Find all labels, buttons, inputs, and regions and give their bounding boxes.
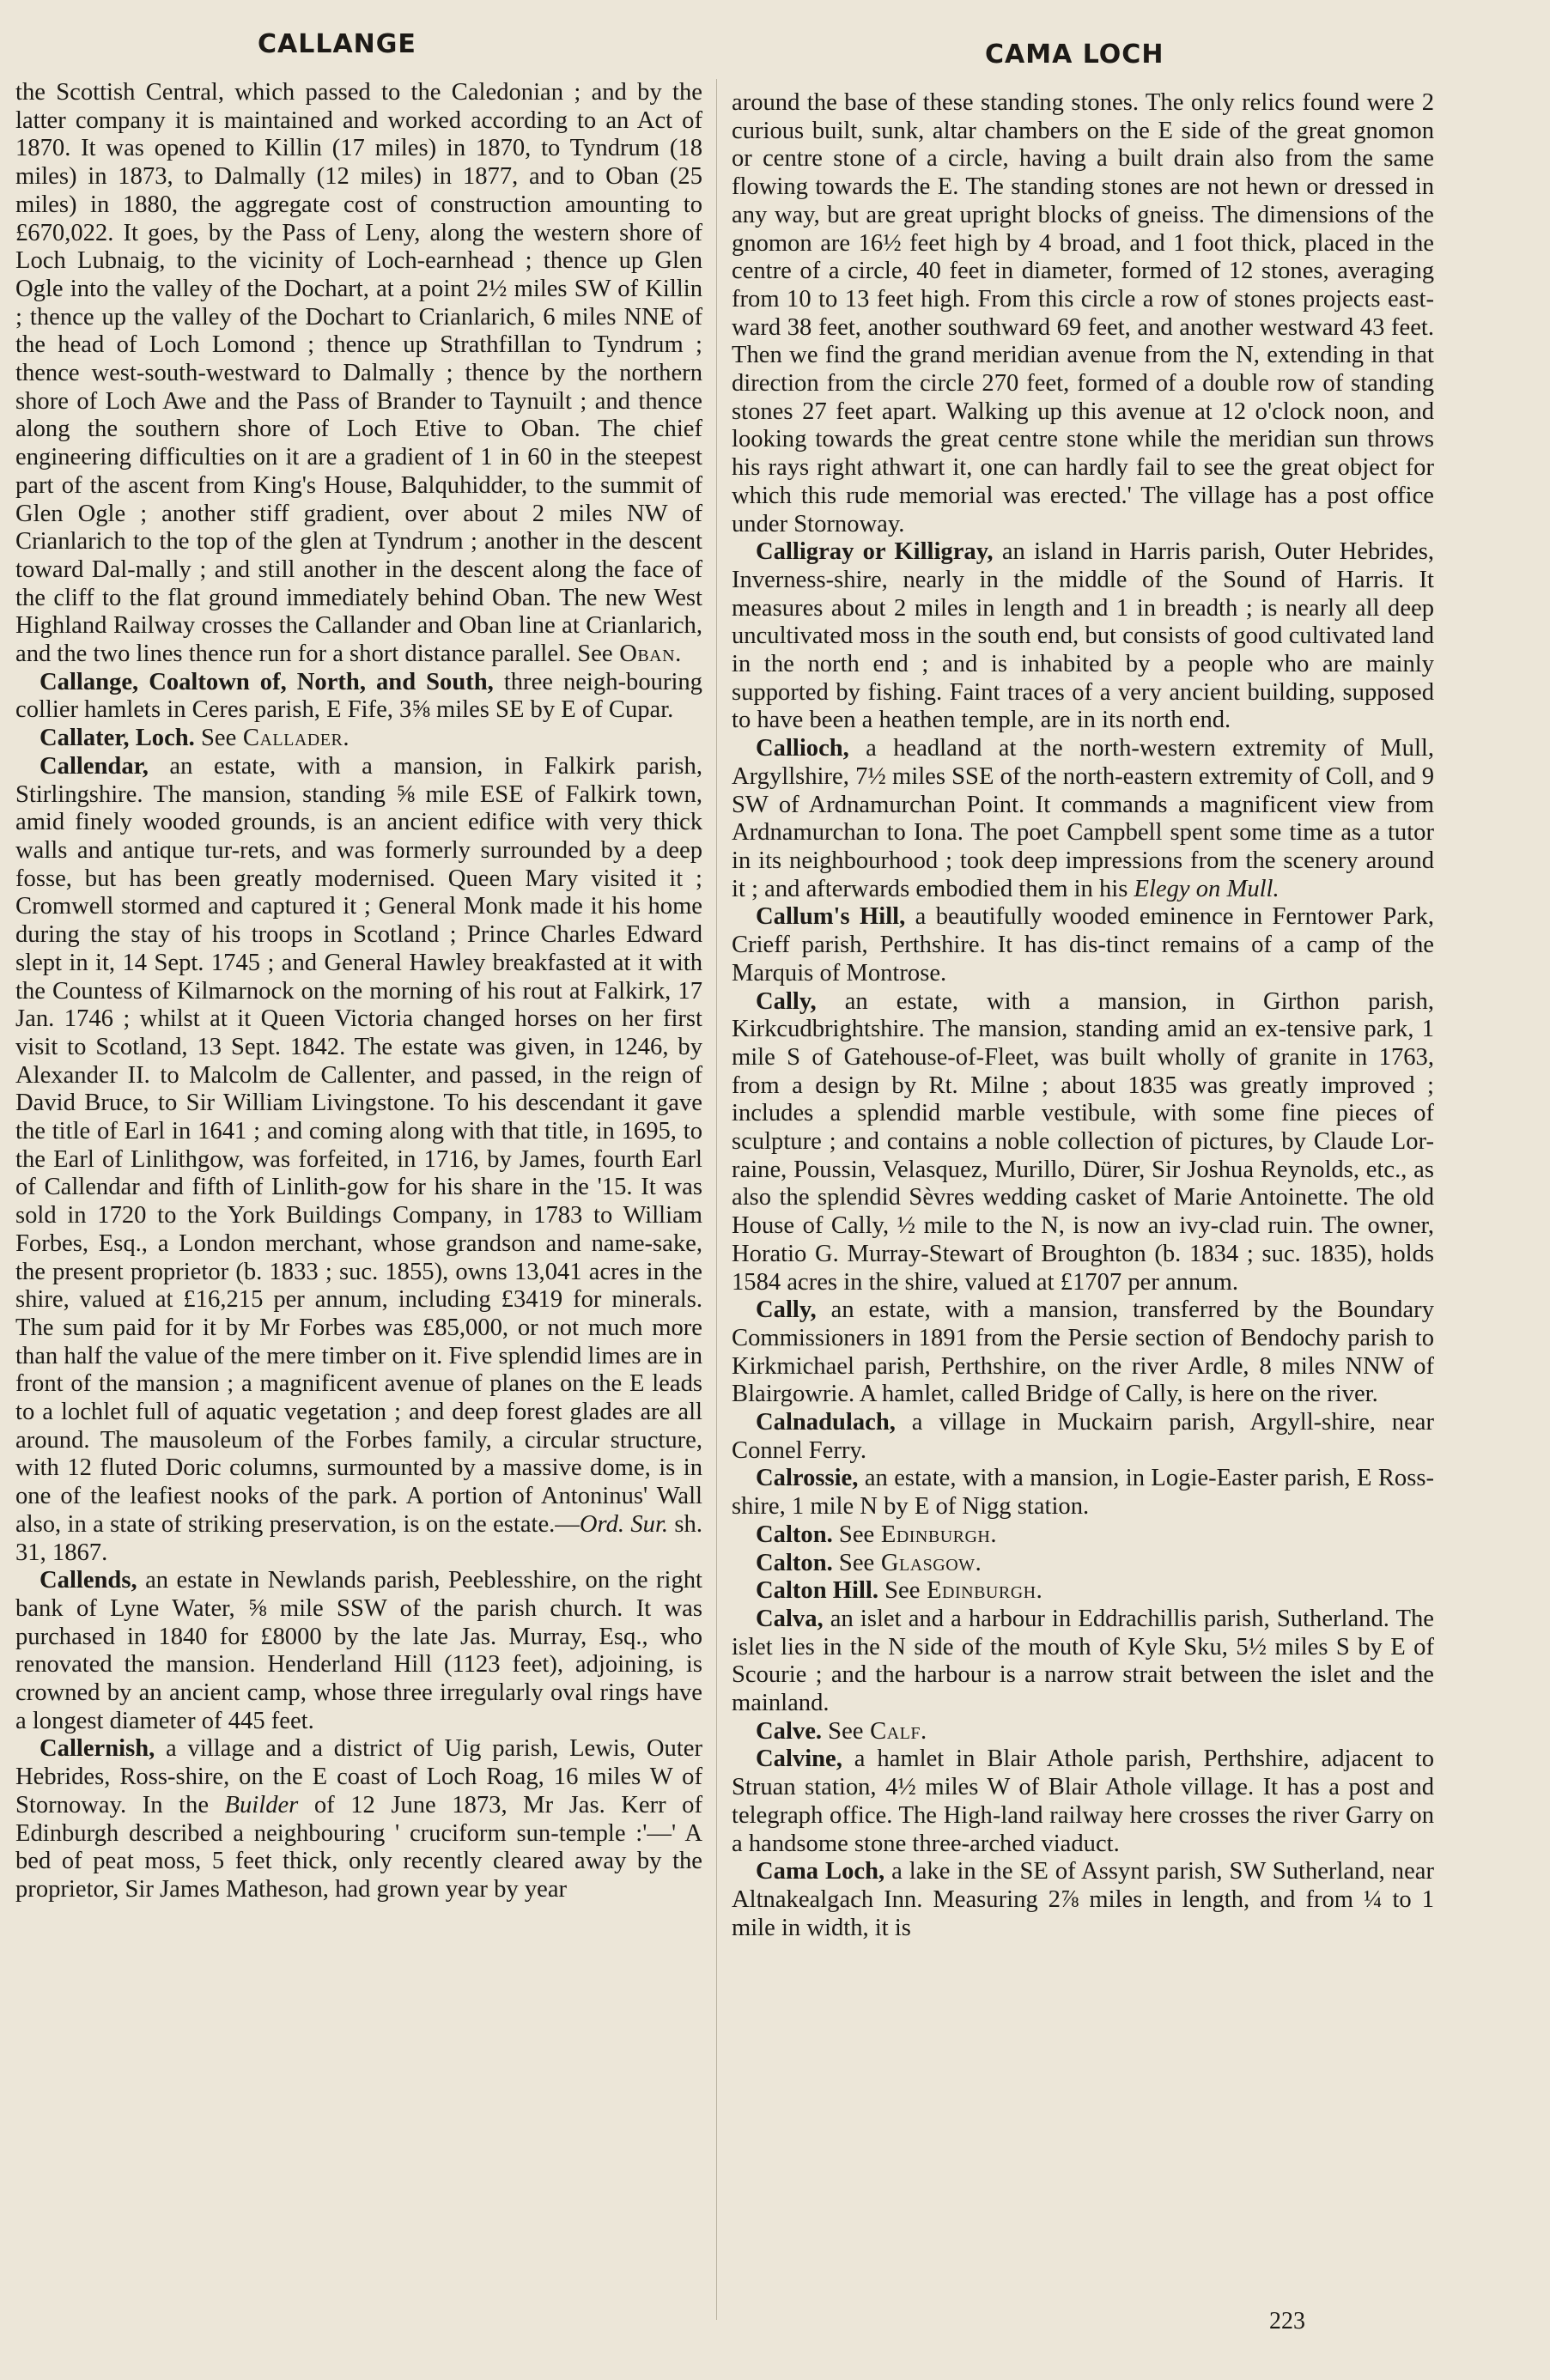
gazetteer-entry — [732, 1521, 1434, 1550]
entry-headword: Cally, — [756, 1296, 817, 1324]
entry-text: three neigh-bouring collier hamlets in Ceres parish, E Fife, 3⅝ miles SE by E of Cupar. — [15, 668, 702, 724]
cross-reference: Edinburgh — [874, 1521, 991, 1548]
entry-text: a lake in the SE of Assynt parish, SW Sutherland, near Altnakealgach Inn. Measuring 2⅞ miles in length, and from ¼ to 1 mile in width, it is — [732, 1858, 1435, 1941]
entry-text: an island in Harris parish, Outer Hebrides, Inverness-shire, nearly in the middle of the Sound of Harris. It measures about 2 miles in length and 1 in breadth ; is nearly all deep uncultivated moss in the south end, but consists of good cultivated land in the north end ; and is inhabited by a people who are mainly supported by fishing. Faint traces of a very ancient building, supposed to have been a heathen temple, are in its north end. — [732, 538, 1434, 734]
entry-text: See — [194, 725, 237, 752]
column-divider — [716, 79, 717, 2320]
entry-headword: Callange, Coaltown of, North, and South, — [40, 668, 494, 695]
gazetteer-entry — [732, 1409, 1434, 1465]
entry-tail: . — [975, 1549, 982, 1576]
entry-headword: Callendar, — [40, 752, 149, 780]
entry-text: an estate, with a mansion, in Falkirk parish, Stirlingshire. The mansion, standing ⅝ mile ESE of Falkirk town, amid finely wooded grounds, is an ancient edifice with very thick walls and antique tur-rets, and was formerly surrounded by a deep fosse, but has been greatly modernised. Queen Mary visited it ; Cromwell stormed and captured it ; General Monk made it his home during the stay of his troops in Scotland ; Prince Charles Edward slept in it, 14 Sept. 1745 ; and General Hawley breakfasted at it with the Countess of Kilmarnock on the morning of his rout at Falkirk, 17 Jan. 1746 ; whilst at it Queen Victoria changed horses on her first visit to Scotland, 13 Sept. 1842. The estate was given, in 1246, by Alexander II. to Malcolm de Callenter, and passed, in the reign of David Bruce, to Sir William Livingstone. To his descendant it gave the title of Earl in 1641 ; and coming along with that title, in 1695, to the Earl of Linlithgow, was forfeited, in 1716, by James, fourth Earl of Callendar and fifth of Linlith-gow for his share in the '15. It was sold in 1720 to the York Buildings Company, in 1783 to William Forbes, Esq., a London merchant, whose grandson and name-sake, the present proprietor (b. 1833 ; suc. 1855), owns 13,041 acres in the shire, valued at £16,215 per annum, including £3419 for minerals. The sum paid for it by Mr Forbes was £85,000, or not much more than half the value of the mere timber on it. Five splendid limes are in front of the mansion ; a magnificent avenue of planes on the E leads to a lochlet full of aquatic vegetation ; and deep forest glades are all around. The mausoleum of the Forbes family, a circular structure, with 12 fluted Doric columns, surmounted by a massive dome, is in one of the leafiest nooks of the park. A portion of Antoninus' Wall also, in a state of striking preservation, is on the estate.— — [15, 752, 702, 1538]
gazetteer-entry — [15, 753, 702, 1567]
entry-text: See — [822, 1717, 864, 1745]
entry-text: a village and a district of Uig parish, Lewis, Outer Hebrides, Ross-shire, on the E coast of Loch Roag, 16 miles W of Stornoway. In the — [15, 1735, 702, 1818]
entry-headword: Calton. — [756, 1521, 833, 1548]
entry-text: an estate in Newlands parish, Peeblesshire, on the right bank of Lyne Water, ⅝ mile SSW of the parish church. It was purchased in 1840 for £8000 by the late Jas. Murray, Esq., who renovated the mansion. Henderland Hill (1123 feet), adjoining, is crowned by an ancient camp, whose three irregularly oval rings have a longest diameter of 445 feet. — [15, 1567, 702, 1734]
right-column — [732, 89, 1434, 1942]
italic-reference: Ord. Sur. — [579, 1510, 669, 1538]
gazetteer-entry — [732, 903, 1434, 987]
entry-tail: . — [990, 1521, 997, 1548]
entry-headword: Callernish, — [40, 1735, 155, 1763]
gazetteer-entry — [15, 669, 702, 725]
gazetteer-entry — [732, 1858, 1434, 1942]
gazetteer-entry — [15, 1567, 702, 1735]
entry-tail: . — [343, 725, 350, 752]
entry-headword: Callater, Loch. — [40, 725, 195, 752]
italic-reference: Elegy on Mull. — [1134, 875, 1280, 902]
gazetteer-entry — [732, 1746, 1434, 1858]
entry-headword: Calve. — [756, 1717, 823, 1745]
entry-text: an estate, with a mansion, in Logie-Easter parish, E Ross-shire, 1 mile N by E of Nigg station. — [732, 1465, 1434, 1521]
cross-reference: Oban — [612, 641, 676, 668]
gazetteer-entry — [732, 1465, 1434, 1521]
entry-text: around the base of these standing stones. The only relics found were 2 curious built, sunk, altar chambers on the E side of the great gnomon or centre stone of a circle, having a built drain also from the same flowing towards the E. The standing stones are not hewn or dressed in any way, but are great upright blocks of gneiss. The dimensions of the gnomon are 16½ feet high by 4 broad, and 1 foot thick, placed in the centre of a circle, 40 feet in diameter, formed of 12 stones, averaging from 10 to 13 feet high. From this circle a row of stones projects east-ward 38 feet, another southward 69 feet, and another westward 43 feet. Then we find the grand meridian avenue from the N, extending in that direction from the circle 270 feet, formed of a double row of standing stones 27 feet apart. Walking up this avenue at 12 o'clock noon, and looking towards the great centre stone while the meridian sun throws his rays right athwart it, one can hardly fail to see the great object for which this rude memorial was erected.' The village has a post office under Stornoway. — [732, 89, 1434, 537]
entry-headword: Calvine, — [756, 1746, 842, 1773]
gazetteer-entry — [732, 89, 1434, 538]
entry-headword: Calnadulach, — [756, 1409, 896, 1436]
entry-text: a headland at the north-western extremity of Mull, Argyllshire, 7½ miles SSE of the north-eastern extremity of Coll, and 9 SW of Ardnamurchan Point. It commands a magnificent view from Ardnamurchan to Iona. The poet Campbell spent some time as a tutor in its neighbourhood ; took deep impressions from the scenery around it ; and afterwards embodied them in his — [732, 735, 1434, 902]
entry-text: a beautifully wooded eminence in Ferntower Park, Crieff parish, Perthshire. It has dis-tinct remains of a camp of the Marquis of Montrose. — [732, 903, 1434, 987]
entry-text: the Scottish Central, which passed to the Caledonian ; and by the latter company it is maintained and worked according to an Act of 1870. It was opened to Killin (17 miles) in 1870, to Tyndrum (18 miles) in 1873, to Dalmally (12 miles) in 1877, and to Oban (25 miles) in 1880, the aggregate cost of construction amounting to £670,022. It goes, by the Pass of Leny, along the western shore of Loch Lubnaig, to the vicinity of Loch-earnhead ; thence up Glen Ogle into the valley of the Dochart, at a point 2½ miles SW of Killin ; thence up the valley of the Dochart to Crianlarich, 6 miles NNE of the head of Loch Lomond ; thence up Strathfillan to Tyndrum ; thence west-south-westward to Dalmally ; thence by the northern shore of Loch Awe and the Pass of Brander to Taynuilt ; and thence along the southern shore of Loch Etive to Oban. The chief engineering difficulties on it are a gradient of 1 in 60 in the steepest part of the ascent from King's House, Balquhidder, to the summit of Glen Ogle ; another stiff gradient, over about 2 miles NW of Crianlarich to the top of the glen at Tyndrum ; another in the descent toward Dal-mally ; and still another in the descent along the face of the cliff to the flat ground immediately behind Oban. The new West Highland Railway crosses the Callander and Oban line at Crianlarich, and the two lines thence run for a short distance parallel. See — [15, 79, 702, 668]
entry-text: a hamlet in Blair Athole parish, Perthshire, adjacent to Struan station, 4½ miles W of Blair Athole village. It has a post and telegraph office. The High-land railway here crosses the river Garry on a handsome stone three-arched viaduct. — [732, 1746, 1434, 1857]
entry-headword: Calva, — [756, 1605, 824, 1632]
entry-text: an estate, with a mansion, transferred by the Boundary Commissioners in 1891 from the Persie section of Bendochy parish to Kirkmichael parish, Perthshire, on the river Ardle, 8 miles NNW of Blairgowrie. A hamlet, called Bridge of Cally, is here on the river. — [732, 1296, 1434, 1408]
entry-headword: Calligray or Killigray, — [756, 538, 994, 566]
running-head-right: CAMA LOCH — [985, 39, 1164, 70]
gazetteer-entry — [15, 79, 702, 669]
entry-headword: Calton. — [756, 1549, 833, 1576]
running-head-left: CALLANGE — [258, 29, 416, 59]
entry-tail: sh. 31, 1867. — [15, 1510, 702, 1566]
gazetteer-entry — [732, 538, 1434, 735]
gazetteer-entry — [732, 735, 1434, 903]
entry-tail: of 12 June 1873, Mr Jas. Kerr of Edinburgh described a neighbouring ' cruciform sun-temple :'—' A bed of peat moss, 5 feet thick, only recently cleared away by the proprietor, Sir James Matheson, had grown year by year — [15, 1791, 703, 1903]
cross-reference: Callader — [236, 725, 343, 752]
entry-text: See — [832, 1549, 875, 1576]
italic-reference: Builder — [224, 1791, 299, 1818]
cross-reference: Calf — [863, 1717, 921, 1745]
gazetteer-entry — [732, 1550, 1434, 1578]
gazetteer-entry — [732, 1606, 1434, 1718]
entry-text: an estate, with a mansion, in Girthon parish, Kirkcudbrightshire. The mansion, standing amid an ex-tensive park, 1 mile S of Gatehouse-of-Fleet, was built wholly of granite in 1763, from a design by Rt. Milne ; about 1835 was greatly improved ; includes a splendid marble vestibule, with some fine pieces of sculpture ; and contains a noble collection of pictures, by Claude Lor-raine, Poussin, Velasquez, Murillo, Dürer, Sir Joshua Reynolds, etc., as also the splendid Sèvres wedding casket of Marie Antoinette. The old House of Cally, ½ mile to the N, is now an ivy-clad ruin. The owner, Horatio G. Murray-Stewart of Broughton (b. 1834 ; suc. 1835), holds 1584 acres in the shire, valued at £1707 per annum. — [732, 987, 1434, 1296]
left-column — [15, 79, 702, 1904]
entry-headword: Cama Loch, — [756, 1858, 885, 1885]
gazetteer-entry — [15, 725, 702, 753]
entry-headword: Callioch, — [756, 735, 849, 762]
entry-text: an islet and a harbour in Eddrachillis parish, Sutherland. The islet lies in the N side of the mouth of Kyle Sku, 5½ miles S by E of Scourie ; and the harbour is a narrow strait between the islet and the mainland. — [732, 1605, 1434, 1717]
gazetteer-entry — [732, 988, 1434, 1297]
entry-text: See — [878, 1577, 921, 1605]
entry-tail: . — [920, 1717, 927, 1745]
gazetteer-entry — [732, 1296, 1434, 1409]
gazetteer-entry — [15, 1735, 702, 1903]
entry-headword: Calrossie, — [756, 1465, 859, 1492]
entry-text: a village in Muckairn parish, Argyll-shire, near Connel Ferry. — [732, 1409, 1434, 1464]
entry-headword: Calton Hill. — [756, 1577, 878, 1605]
entry-text: See — [832, 1521, 875, 1548]
gazetteer-entry — [732, 1718, 1434, 1746]
entry-headword: Callends, — [40, 1567, 137, 1594]
gazetteer-entry — [732, 1577, 1434, 1606]
cross-reference: Edinburgh — [920, 1577, 1036, 1605]
entry-headword: Callum's Hill, — [756, 903, 906, 931]
entry-headword: Cally, — [756, 987, 817, 1015]
cross-reference: Glasgow — [874, 1549, 976, 1576]
page-number: 223 — [1269, 2308, 1305, 2334]
entry-tail: . — [1036, 1577, 1042, 1605]
entry-tail: . — [675, 641, 682, 668]
